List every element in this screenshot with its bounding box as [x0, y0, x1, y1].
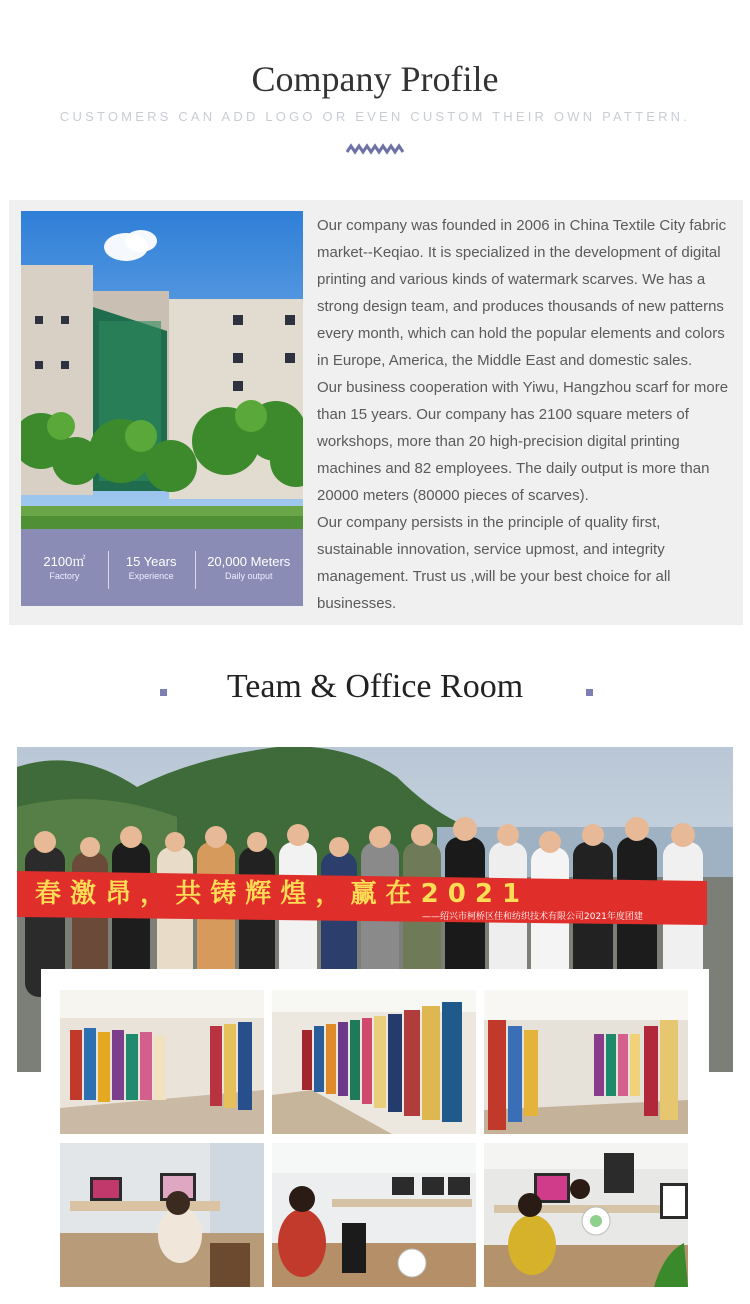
office-photo	[60, 1143, 264, 1287]
stat-daily-output	[195, 554, 303, 582]
banner-main-text: 春 激 昂 ， 共 铸 辉 煌 ， 赢 在 2 0 2 1	[35, 879, 521, 909]
stat-label: Factory	[49, 570, 80, 581]
stat-value: 2100㎡	[43, 553, 86, 569]
stat-factory	[21, 554, 108, 582]
office-photo	[484, 1143, 688, 1287]
stat-experience	[108, 554, 195, 582]
description-paragraph: Our company was founded in 2006 in China Textile City fabric market--Keqiao. It is specialized in the development of digital printing and various kinds of watermark scarves. We has a strong design team, and produces thousands of new patterns every month, which can hold the popular elements and colors in Europe, America, the Middle East and domestic sales.	[317, 217, 727, 369]
office-photo-panel	[41, 969, 709, 1304]
page-title: Company Profile	[251, 59, 499, 99]
banner-sub-text: ——绍兴市柯桥区佳和纺织技术有限公司2021年度团建	[422, 912, 643, 922]
zigzag-divider-icon	[345, 143, 407, 155]
team-section-title: Team & Office Room	[226, 668, 524, 705]
stats-bar	[21, 529, 303, 606]
factory-building-photo	[21, 211, 303, 529]
square-bullet-right-icon	[586, 689, 593, 696]
company-profile-section	[9, 200, 743, 625]
stat-label: Daily output	[225, 570, 273, 581]
company-description	[317, 212, 737, 617]
showroom-photo	[272, 990, 476, 1134]
stat-label: Experience	[128, 570, 174, 581]
office-photo	[272, 1143, 476, 1287]
showroom-photo	[60, 990, 264, 1134]
description-paragraph: Our business cooperation with Yiwu, Hangzhou scarf for more than 15 years. Our company has 2100 square meters of workshops, more than 20 high-precision digital printing machines and 82 employees. The daily output is more than 20000 meters (80000 pieces of scarves).	[317, 379, 729, 504]
description-paragraph: Our company persists in the principle of quality first, sustainable innovation, service upmost, and integrity management. Trust us ,will be your best choice for all businesses.	[317, 514, 671, 612]
stat-value: 20,000 Meters	[207, 553, 291, 569]
page-subtitle: CUSTOMERS CAN ADD LOGO OR EVEN CUSTOM THEIR OWN PATTERN.	[59, 109, 691, 124]
showroom-photo	[484, 990, 688, 1134]
stat-value: 15 Years	[125, 553, 177, 569]
